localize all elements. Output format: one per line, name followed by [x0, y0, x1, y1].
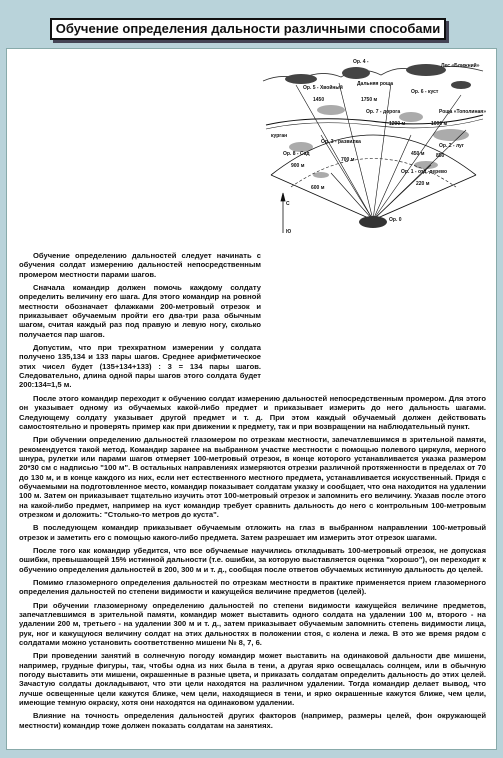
- paragraph: В последующем командир приказывает обучаемым отложить на глаз в выбранном направлении 100-метровый отрезок и заметить его с помощью какого-либо предмета. Затем разрешает им измерить этот отрезок шагами.: [19, 523, 486, 542]
- terrain-diagram-svg: [261, 55, 486, 247]
- label-op1: Ор. 1 - отд. дерево: [401, 169, 448, 175]
- label-op8: Ор. 8 - Сад: [283, 151, 310, 157]
- paragraph: После этого командир переходит к обучению солдат измерению дальностей непосредственным промером. Для этого он указывает одному из обучаемых какой-либо предмет и приказывает измерить до него дальность шагами. Следующему солдату указывает другой предмет и т. д. При этом каждый обучаемый должен действовать самостоятельно и проверять пример как при движении к предмету, так и при возвращении на наблюдательный пункт.: [19, 393, 486, 431]
- dist-1750: 1750 м: [361, 97, 378, 103]
- dist-850: 850: [436, 153, 445, 159]
- dist-700: 700 м: [341, 157, 355, 163]
- dist-900: 900 м: [291, 163, 305, 169]
- paragraph: При обучении определению дальностей глазомером по отрезкам местности, запечатлевшимся в зрительной памяти, рекомендуется такой метод. Командир заранее на выбранном участке местности с помощью полевого циркуля, мерного шнура, рулетки или парами шагов отмеряет 100-метровый отрезок, в конце которого устанавливается указка размером 20*30 см с надписью "100 м". В остальных направлениях измеряются отрезки различной протяженности в пределах от 70 до 130 м, и в конце каждого из них, если нет естественного местного предмета, устанавливается искусственный. Придя с обучаемыми на подготовленное место, командир показывает солдатам указку и сообщает, что она находится на удалении 100 м. Затем он приказывает тщательно изучить этот 100-метровый отрезок и запомнить его величину. Указав после этого на какой-либо предмет, например на куст командир требует сравнить дальность до него с контрольным 100-метровым отрезком и доложить: "Столько-то метров до куста".: [19, 435, 486, 519]
- dist-220: 220 м: [416, 181, 430, 187]
- label-op5: Ор. 5 - Хвойный: [303, 85, 343, 91]
- paragraph: Влияние на точность определения дальностей других факторов (например, размеры целей, фон окружающей местности) командир тоже должен показать солдатам на занятиях.: [19, 711, 486, 730]
- paragraph: Сначала командир должен помочь каждому солдату определить величину его шага. Для этого командир на ровной местности обозначает флажками 200-метровый отрезок и приказывает обучаемым пройти его два-три раза обычным шагом, считая каждый раз под правую и левую ногу, сколько получается пар шагов.: [19, 283, 261, 339]
- content-panel: [6, 48, 497, 750]
- paragraph: Допустим, что при трехкратном измерении у солдата получено 135,134 и 133 пары шагов. Среднее арифметическое этих чисел будет (135+134+133) : 3 = 134 пары шагов. Следовательно, длина одной пары шагов этого солдата будет 200:134≈1,5 м.: [19, 343, 261, 390]
- label-op7: Ор. 7 - дорога: [366, 109, 401, 115]
- label-dalnyaya: Дальняя роща: [357, 81, 394, 87]
- dist-1000: 1000 м: [431, 121, 448, 127]
- article-text: [7, 49, 496, 749]
- paragraph: Обучение определению дальностей следует начинать с обучения солдат измерению дальностей непосредственным промером местности парами шагов.: [19, 251, 261, 279]
- compass-north: С: [286, 201, 290, 207]
- dist-1200: 1200 м: [389, 121, 406, 127]
- paragraph: При проведении занятий в солнечную погоду командир может выставить на одинаковой дальности две мишени, например, грудные фигуры, так, чтобы одна из них была в тени, а другая ярко освещалась солнцем, или в обычную погоду выставить эти мишени, окрашенные в разные цвета, и приказать солдатам определить дальность до этих целей. Зачастую солдаты докладывают, что эти цели находятся на различном удалении. Тогда командир делает вывод, что лучше освещенные цели кажутся ближе, чем цели, находящиеся в тени, и ярко окрашенные кажутся ближе, чем цели, имеющие темную окраску, хотя они находятся на одинаковом удалении.: [19, 651, 486, 708]
- dist-450: 450 м: [411, 151, 425, 157]
- title-banner: [50, 18, 446, 40]
- label-op4: Ор. 4 -: [353, 59, 369, 65]
- dist-1450: 1450: [313, 97, 325, 103]
- label-roshcha: Роща «Тополиная»: [439, 109, 486, 115]
- label-les: Лес «Ближний»: [441, 63, 480, 69]
- left-column: [19, 251, 261, 394]
- dist-600: 600 м: [311, 185, 325, 191]
- label-kurgan: курган: [271, 133, 288, 139]
- paragraph: После того как командир убедится, что все обучаемые научились откладывать 100-метровый отрезок, не допуская ошибки, превышающей 15% истинной дальности (т.е. ошибки, за которую выставляется оценка "хорошо"), он переходит к обучению определения дальностей в 200, 300 м и т. д., сообщая после ответов обучаемых истинную дальность до целей.: [19, 545, 486, 574]
- label-op2: Ор. 2 - луг: [439, 143, 464, 149]
- compass-south: Ю: [286, 229, 292, 235]
- label-op3: Ор. 3 - развилка: [321, 139, 361, 145]
- terrain-diagram: [261, 55, 486, 247]
- label-op6: Ор. 6 - куст: [411, 89, 439, 95]
- paragraph: При обучении глазомерному определению дальностей по степени видимости кажущейся величине предметов, запечатлевшимся в зрительной памяти, командир может выставить одного солдата на удалении 100 м, второго - на удалении 200 м, третьего - на удалении 300 м и т. д., затем приказывает обучаемым запомнить степень видимости лица, рук, ног и кажущуюся величину солдат на этих дальностях в положении стоя, с колена и лежа. В это же время рядом с солдатами можно установить соответственно мишени № 8, 7, 6.: [19, 600, 486, 648]
- paragraph: Помимо глазомерного определения дальностей по отрезкам местности в практике применяется прием глазомерного определения дальностей по степени видимости и кажущейся величине предметов (целей).: [19, 578, 486, 597]
- page-title: Обучение определения дальности различными способами: [55, 21, 441, 36]
- label-op0: Ор. 0: [389, 217, 402, 223]
